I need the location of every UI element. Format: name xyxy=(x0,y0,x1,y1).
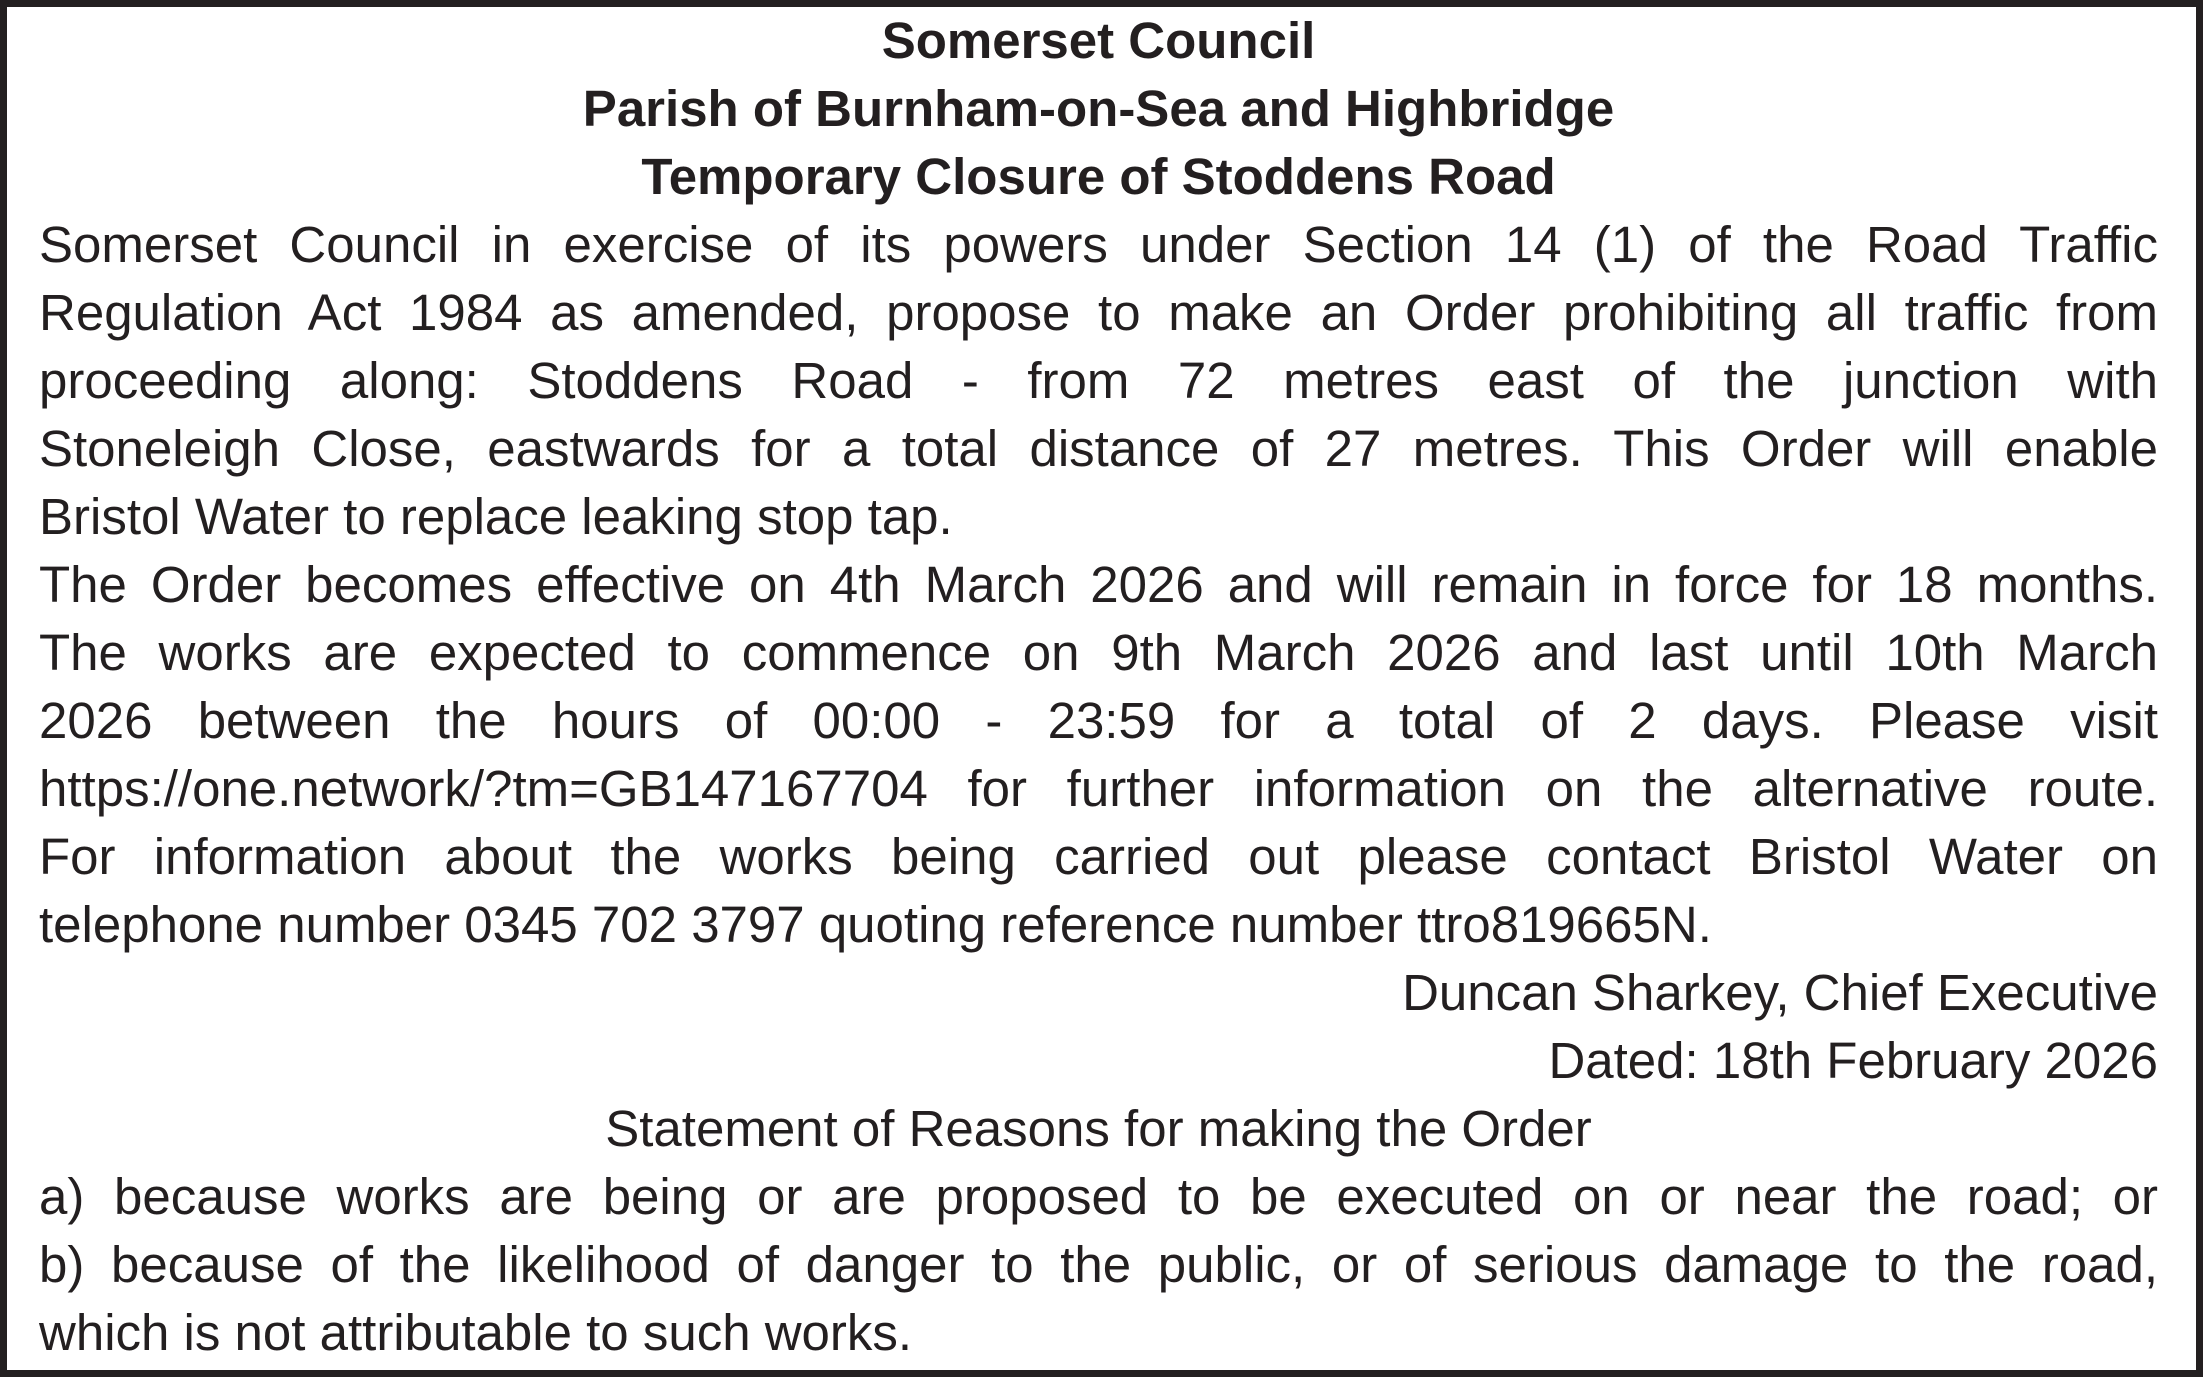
reason-line: b) because of the likelihood of danger to the public, or of serious damage to the road, xyxy=(39,1236,2158,1293)
parish-name: Parish of Burnham-on-Sea and Highbridge xyxy=(582,80,1615,137)
body-line: Somerset Council in exercise of its powers under Section 14 (1) of the Road Traffic xyxy=(39,216,2158,273)
reasons-title: Statement of Reasons for making the Order xyxy=(605,1100,1592,1157)
council-name: Somerset Council xyxy=(881,12,1316,69)
body-line: The Order becomes effective on 4th March 2026 and will remain in force for 18 months. xyxy=(39,556,2158,613)
body-line: telephone number 0345 702 3797 quoting reference number ttro819665N. xyxy=(39,896,1712,953)
signatory-name: Duncan Sharkey, Chief Executive xyxy=(1402,964,2158,1021)
body-line: 2026 between the hours of 00:00 - 23:59 for a total of 2 days. Please visit xyxy=(39,692,2158,749)
reason-line: a) because works are being or are proposed to be executed on or near the road; or xyxy=(39,1168,2158,1225)
body-line: Bristol Water to replace leaking stop tap. xyxy=(39,488,953,545)
signature-block xyxy=(39,959,2158,1095)
notice-body xyxy=(39,211,2158,959)
body-line: For information about the works being carried out please contact Bristol Water on xyxy=(39,828,2158,885)
body-line: proceeding along: Stoddens Road - from 72 metres east of the junction with xyxy=(39,352,2158,409)
statement-of-reasons xyxy=(39,1095,2158,1367)
notice-heading xyxy=(39,7,2158,211)
body-line: The works are expected to commence on 9th March 2026 and last until 10th March xyxy=(39,624,2158,681)
reason-line: which is not attributable to such works. xyxy=(39,1304,913,1361)
body-line: https://one.network/?tm=GB147167704 for further information on the alternative route. xyxy=(39,760,2158,817)
body-line: Regulation Act 1984 as amended, propose to make an Order prohibiting all traffic from xyxy=(39,284,2158,341)
notice-subject: Temporary Closure of Stoddens Road xyxy=(641,148,1556,205)
date-line: Dated: 18th February 2026 xyxy=(1548,1032,2158,1089)
body-line: Stoneleigh Close, eastwards for a total distance of 27 metres. This Order will enable xyxy=(39,420,2158,477)
